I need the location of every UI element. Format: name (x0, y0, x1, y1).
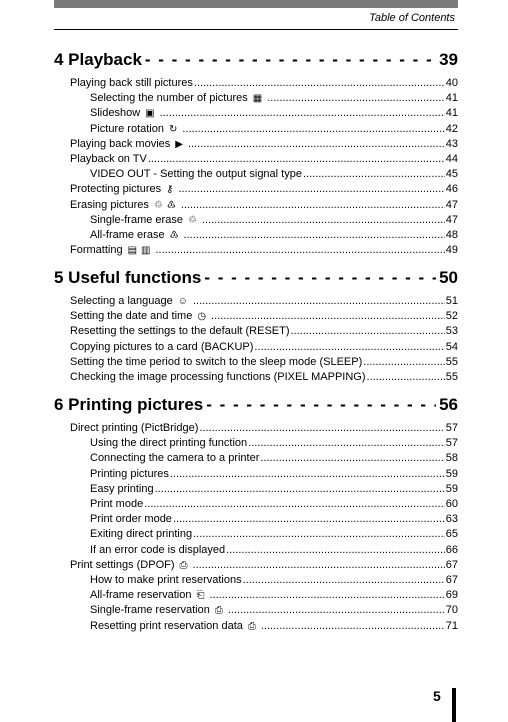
toc-entry-page: 57 (445, 422, 458, 434)
section-page: 39 (439, 50, 458, 69)
leader-dots (193, 558, 445, 573)
toc-entry[interactable] (90, 573, 458, 588)
toc-entry-text: Easy printing (90, 482, 154, 495)
toc-entry-icons (180, 561, 188, 571)
toc-entry[interactable] (70, 294, 458, 309)
leader-dots (170, 467, 445, 482)
toc-entry-text: Print order mode (90, 513, 172, 526)
page-number: 5 (433, 688, 441, 704)
toc-entry[interactable] (90, 451, 458, 466)
toc-entry[interactable] (70, 340, 458, 355)
toc-entry-text: Erasing pictures (70, 198, 149, 211)
toc-entry-icons (154, 201, 176, 211)
toc-entry-page: 47 (445, 213, 458, 226)
toc-entry[interactable] (70, 76, 458, 91)
toc-entry[interactable] (70, 324, 458, 339)
toc-entry-text: Resetting print reservation data (90, 619, 243, 632)
section-heading[interactable] (54, 268, 458, 288)
toc-entry-page: 63 (445, 513, 458, 526)
toc-entry-text: Selecting a language (70, 295, 173, 307)
toc-entry-page: 55 (445, 371, 458, 384)
toc-entry-page: 48 (445, 229, 458, 242)
toc-entry-icons (128, 246, 151, 256)
leader-dots (291, 324, 445, 339)
toc-entry-text: Checking the image processing functions (PIXEL MAPPING) (70, 371, 366, 384)
leader-dots (188, 137, 445, 152)
toc-entry-page: 52 (445, 310, 458, 323)
toc-entry-page: 67 (445, 558, 458, 571)
toc-entry[interactable] (70, 243, 458, 258)
toc-entry[interactable] (90, 527, 458, 542)
toc-entry[interactable] (90, 482, 458, 497)
toc-entry-page: 60 (445, 498, 458, 511)
section-printing-pictures (54, 395, 458, 634)
leader-dots (144, 497, 445, 512)
section-useful-functions (54, 268, 458, 385)
leader-dots (228, 603, 445, 618)
toc-entry[interactable] (70, 421, 458, 436)
section-title: 6 Printing pictures (54, 395, 204, 414)
toc-entry-page: 71 (445, 619, 458, 632)
print-order-icon: ⎙ (247, 620, 256, 632)
toc-entry[interactable] (90, 122, 458, 137)
leader-dots (193, 527, 445, 542)
toc-entry-page: 44 (445, 153, 458, 166)
section-page: 50 (439, 268, 458, 287)
header-bar (54, 0, 458, 8)
toc-entry-page: 55 (445, 355, 458, 368)
toc-entry-page: 51 (445, 295, 458, 307)
leader-dots (202, 213, 445, 228)
toc-entry-text: Single-frame erase (90, 213, 183, 226)
leader-dots (248, 436, 445, 451)
erase-icon: ♲ (153, 199, 163, 211)
toc-entry-text: Print mode (90, 498, 144, 511)
leader-dots (367, 370, 445, 385)
leader-dots (260, 451, 444, 466)
toc-entry-page: 41 (445, 107, 458, 120)
clock-icon: ◷ (197, 311, 207, 323)
toc-entry-icons (196, 591, 204, 601)
toc-entry[interactable] (90, 603, 458, 618)
toc-entry-page: 58 (445, 452, 458, 465)
page-edge-bar (452, 688, 456, 722)
leader-dots (209, 588, 444, 603)
toc-entry-list (54, 421, 458, 634)
toc-entry[interactable] (90, 91, 458, 106)
toc-entry-icons (175, 140, 183, 150)
leader-dots (194, 76, 445, 91)
leader-dashes (204, 268, 436, 288)
section-heading[interactable] (54, 395, 458, 415)
toc-entry-page: 69 (445, 589, 458, 602)
rotate-icon: ↻ (168, 123, 178, 135)
toc-entry-text: VIDEO OUT - Setting the output signal type (90, 168, 302, 181)
toc-entry-page: 41 (445, 92, 458, 105)
print-order-icon: ⎙ (179, 559, 188, 571)
toc-entry-text: All-frame reservation (90, 589, 192, 602)
toc-entry-text: Direct printing (PictBridge) (70, 422, 199, 434)
toc-entry-text: Resetting the settings to the default (RESET) (70, 325, 290, 338)
toc-entry-list (54, 294, 458, 385)
section-page: 56 (439, 395, 458, 414)
toc-entry[interactable] (90, 543, 458, 558)
leader-dashes (145, 50, 436, 70)
leader-dots (261, 619, 445, 634)
toc-entry-icons (170, 231, 179, 241)
toc-entry[interactable] (90, 213, 458, 228)
leader-dots (303, 167, 445, 182)
toc-entry[interactable] (90, 588, 458, 603)
format-card-icon: ▤ (127, 245, 138, 257)
toc-entry-icons (145, 109, 154, 119)
leader-dashes (206, 395, 436, 415)
toc-entry[interactable] (90, 619, 458, 634)
toc-entry[interactable] (70, 152, 458, 167)
toc-entry-text: Single-frame reservation (90, 604, 210, 617)
leader-dots (155, 482, 445, 497)
leader-dots (148, 152, 445, 167)
toc-entry[interactable] (70, 137, 458, 152)
toc-entry-text: All-frame erase (90, 229, 165, 242)
toc-entry-text: Playing back movies (70, 137, 171, 150)
leader-dots (178, 182, 444, 197)
toc-entry-icons (188, 216, 197, 226)
language-icon: ☺ (177, 296, 188, 307)
toc-entry-text: Using the direct printing function (90, 437, 248, 450)
toc-entry[interactable] (90, 436, 458, 451)
toc-entry-text: Printing pictures (90, 467, 169, 480)
leader-dots (160, 106, 445, 121)
toc-entry-page: 43 (445, 137, 458, 150)
leader-dots (199, 421, 444, 436)
leader-dots (267, 91, 445, 106)
toc-entry-icons (253, 94, 262, 104)
toc-entry-page: 70 (445, 604, 458, 617)
toc-entry-text: Formatting (70, 244, 123, 257)
toc-entry[interactable] (70, 309, 458, 324)
slideshow-icon: ▣ (145, 108, 155, 120)
toc-entry[interactable] (70, 198, 458, 213)
leader-dots (211, 309, 445, 324)
toc-entry-text: Picture rotation (90, 122, 164, 135)
leader-dots (155, 243, 444, 258)
movie-play-icon: ▶ (175, 138, 183, 150)
toc-entry-page: 46 (445, 183, 458, 196)
header-rule (54, 29, 458, 30)
toc-entry-page: 66 (445, 543, 458, 556)
toc-entry[interactable] (90, 167, 458, 182)
toc-entry[interactable] (90, 512, 458, 527)
leader-dots (363, 355, 444, 370)
toc-entry-page: 42 (445, 122, 458, 135)
toc-entry-page: 53 (445, 325, 458, 338)
protect-key-icon: ⚷ (166, 184, 174, 196)
toc-entry-page: 59 (445, 467, 458, 480)
leader-dots (173, 512, 445, 527)
toc-entry-text: Copying pictures to a card (BACKUP) (70, 340, 254, 353)
toc-entry-page: 40 (445, 77, 458, 89)
toc-entry-text: Playing back still pictures (70, 77, 193, 89)
toc-entry[interactable] (90, 228, 458, 243)
toc-entry-list (54, 76, 458, 258)
toc-entry-icons (169, 125, 177, 135)
leader-dots (182, 122, 444, 137)
index-view-icon: ▦ (252, 93, 263, 105)
toc-entry-icons (215, 606, 223, 616)
leader-dots (254, 340, 444, 355)
toc-entry[interactable] (70, 182, 458, 197)
toc-entry-text: Exiting direct printing (90, 528, 193, 541)
print-all-icon: ⎗ (196, 590, 205, 602)
toc-entry[interactable] (90, 106, 458, 121)
leader-dots (184, 228, 445, 243)
toc-entry-page: 54 (445, 340, 458, 353)
toc-entry-text: Setting the time period to switch to the sleep mode (SLEEP) (70, 355, 363, 368)
toc-entry[interactable] (70, 370, 458, 385)
leader-dots (226, 543, 445, 558)
section-playback (54, 50, 458, 258)
toc-entry-text: How to make print reservations (90, 574, 242, 587)
toc-entry-page: 49 (445, 244, 458, 257)
toc-entry-text: Selecting the number of pictures (90, 92, 248, 105)
toc-entry-page: 47 (445, 198, 458, 211)
toc-entry-text: Slideshow (90, 107, 141, 120)
format-memory-icon: ▥ (141, 245, 151, 257)
toc-entry[interactable] (70, 355, 458, 370)
erase-all-icon: ♳ (166, 199, 176, 211)
toc-entry-icons (166, 185, 173, 195)
header-title: Table of Contents (369, 12, 455, 24)
erase-icon: ♲ (187, 214, 197, 226)
leader-dots (181, 198, 445, 213)
leader-dots (243, 573, 445, 588)
toc-entry-text: Connecting the camera to a printer (90, 452, 260, 465)
toc-entry-text: If an error code is displayed (90, 543, 226, 556)
print-order-icon: ⎙ (214, 605, 223, 617)
toc-entry-icons (197, 312, 206, 322)
erase-all-icon: ♳ (169, 230, 179, 242)
toc-entry-page: 59 (445, 482, 458, 495)
toc-entry-text: Protecting pictures (70, 183, 162, 196)
toc-entry-text: Playback on TV (70, 153, 147, 166)
toc-entry-text: Print settings (DPOF) (70, 558, 175, 571)
section-title: 5 Useful functions (54, 268, 202, 287)
toc-entry-text: Setting the date and time (70, 310, 193, 323)
section-heading[interactable] (54, 50, 458, 70)
toc-entry-page: 67 (445, 574, 458, 587)
section-title: 4 Playback (54, 50, 142, 69)
toc-entry-icons (248, 622, 256, 632)
toc-entry[interactable] (90, 497, 458, 512)
toc-entry-page: 65 (445, 528, 458, 541)
toc-entry[interactable] (90, 467, 458, 482)
toc-entry[interactable] (70, 558, 458, 573)
toc-entry-icons (178, 297, 188, 307)
toc-entry-page: 45 (445, 168, 458, 181)
leader-dots (193, 294, 445, 309)
toc-entry-page: 57 (445, 437, 458, 450)
